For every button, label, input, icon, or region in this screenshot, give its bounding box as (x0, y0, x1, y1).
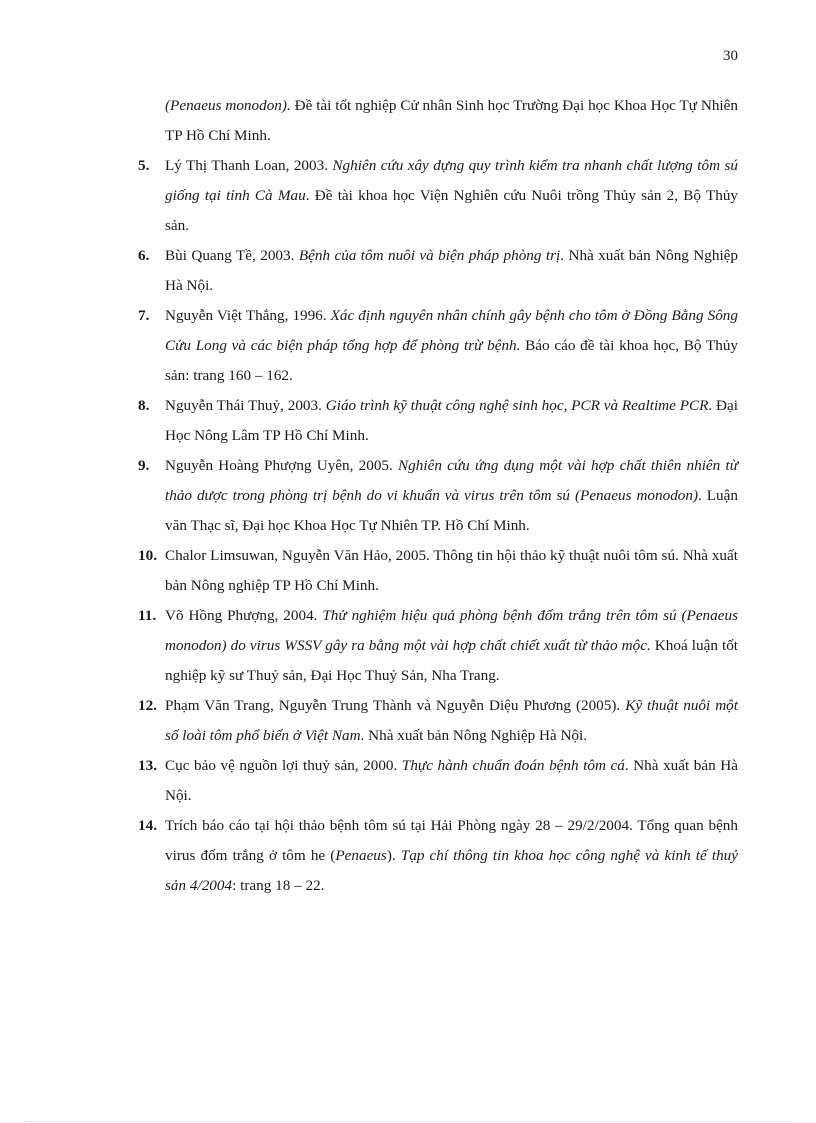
reference-text-part: Cục bảo vệ nguồn lợi thuỷ sản, 2000. (165, 757, 402, 774)
reference-title-italic: Bệnh của tôm nuôi và biện pháp phòng trị (298, 247, 561, 264)
reference-number: 11. (138, 607, 157, 624)
reference-title-italic: Nghiên cứu xây dựng quy trình kiểm tra nhanh chất lượng tôm sú giống tại tỉnh Cà Mau (165, 157, 738, 204)
reference-text-part: Trích báo cáo tại hội thảo bệnh tôm sú tại Hải Phòng ngày 28 – 29/2/2004. Tổng quan bệnh virus đốm trắng ở tôm he ( (165, 817, 738, 864)
reference-continuation (138, 91, 738, 151)
reference-text-part: . Đề tài khoa học Viện Nghiên cứu Nuôi trồng Thủy sản 2, Bộ Thủy sản. (165, 187, 739, 234)
reference-title-italic: Xác định nguyên nhân chính gây bệnh cho tôm ở Đồng Bằng Sông Cửu Long và các biện pháp tổng hợp để phòng trừ bệnh. (165, 307, 738, 354)
reference-item (138, 541, 738, 601)
reference-number: 10. (138, 547, 157, 564)
reference-text-part: . Nhà xuất bản Hà Nội. (165, 757, 738, 804)
reference-item (138, 241, 738, 301)
reference-list (138, 91, 738, 901)
reference-number: 12. (138, 697, 157, 714)
reference-text-part: . Nhà xuất bản Nông Nghiệp Hà Nội. (360, 727, 588, 744)
reference-text (165, 151, 738, 241)
continuation-text: Đề tài tốt nghiệp Cử nhân Sinh học Trường Đại học Khoa Học Tự Nhiên TP Hồ Chí Minh. (165, 97, 738, 144)
reference-text-part: Lý Thị Thanh Loan, 2003. (165, 157, 333, 174)
reference-title-italic: Giáo trình kỹ thuật công nghệ sinh học, PCR và Realtime PCR (325, 397, 709, 414)
reference-text-part: Chalor Limsuwan, Nguyễn Văn Hảo, 2005. Thông tin hội thảo kỹ thuật nuôi tôm sú. Nhà xuất bản Nông nghiệp TP Hồ Chí Minh. (165, 547, 738, 594)
reference-title-italic: Penaeus (335, 847, 387, 864)
reference-number: 6. (138, 247, 150, 264)
references (138, 151, 738, 901)
reference-text-part: Báo cáo đề tài khoa học, Bộ Thủy sản: trang 160 – 162. (165, 337, 739, 384)
reference-text (165, 301, 738, 391)
reference-text-part: . Đại Học Nông Lâm TP Hồ Chí Minh. (165, 397, 738, 444)
reference-text-part: Võ Hồng Phượng, 2004. (165, 607, 323, 624)
reference-text (165, 541, 738, 601)
reference-number: 9. (138, 457, 150, 474)
reference-text-part: Bùi Quang Tề, 2003. (165, 247, 299, 264)
reference-text (165, 391, 738, 451)
reference-text-part: Phạm Văn Trang, Nguyễn Trung Thành và Nguyễn Diệu Phương (2005). (165, 697, 626, 714)
reference-text-part: ). (386, 847, 401, 864)
reference-text (165, 241, 738, 301)
reference-text-part: Nguyễn Việt Thắng, 1996. (165, 307, 331, 324)
page-bottom-rule (24, 1121, 792, 1122)
reference-text-part: Khoá luận tốt nghiệp kỹ sư Thuỷ sản, Đại Học Thuỷ Sản, Nha Trang. (165, 637, 739, 684)
reference-title-italic: Nghiên cứu ứng dụng một vài hợp chất thiên nhiên từ thảo dược trong phòng trị bệnh do vi khuẩn và virus trên tôm sú (Penaeus monodon) (165, 457, 738, 504)
reference-item (138, 601, 738, 691)
reference-text (165, 691, 738, 751)
reference-item (138, 691, 738, 751)
reference-item (138, 151, 738, 241)
reference-item (138, 301, 738, 391)
reference-text-part: Nguyễn Hoàng Phượng Uyên, 2005. (165, 457, 399, 474)
reference-item (138, 451, 738, 541)
reference-item (138, 751, 738, 811)
reference-title-italic: Tạp chí thông tin khoa học công nghệ và kinh tế thuỷ sản 4/2004 (165, 847, 739, 894)
reference-title-italic: Thử nghiệm hiệu quả phòng bệnh đốm trắng trên tôm sú (Penaeus monodon) do virus WSSV gây ra bằng một vài hợp chất chiết xuất từ thảo mộc. (165, 607, 738, 654)
reference-number: 5. (138, 157, 150, 174)
reference-number: 14. (138, 817, 157, 834)
reference-number: 8. (138, 397, 150, 414)
reference-text (165, 451, 738, 541)
reference-title-italic: Kỹ thuật nuôi một số loài tôm phổ biến ở Việt Nam (165, 697, 738, 744)
reference-text (165, 601, 738, 691)
reference-text-part: Nguyễn Thái Thuỷ, 2003. (165, 397, 326, 414)
reference-text (165, 811, 738, 901)
reference-item (138, 811, 738, 901)
reference-number: 13. (138, 757, 157, 774)
reference-text (165, 751, 738, 811)
continuation-italic: (Penaeus monodon). (165, 97, 291, 114)
reference-number: 7. (138, 307, 150, 324)
page-number: 30 (723, 48, 738, 64)
reference-title-italic: Thực hành chuẩn đoán bệnh tôm cá (401, 757, 625, 774)
reference-text-part: . Luận văn Thạc sĩ, Đại học Khoa Học Tự Nhiên TP. Hồ Chí Minh. (165, 487, 738, 534)
reference-text-part: : trang 18 – 22. (232, 877, 325, 894)
reference-text-part: . Nhà xuất bản Nông Nghiệp Hà Nội. (165, 247, 739, 294)
reference-item (138, 391, 738, 451)
